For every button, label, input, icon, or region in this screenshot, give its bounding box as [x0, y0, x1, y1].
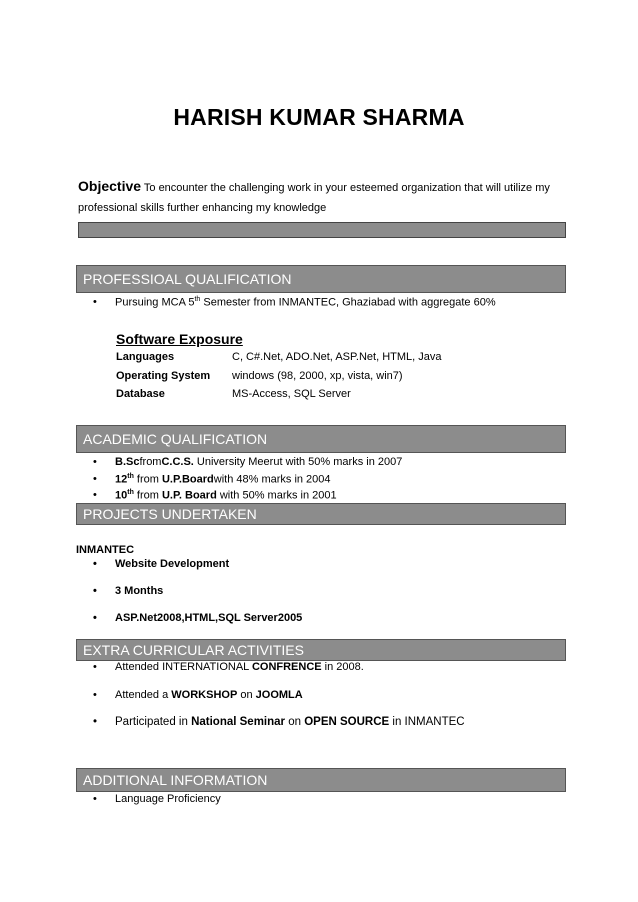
superscript: th	[194, 296, 201, 303]
superscript: th	[127, 489, 134, 496]
section-projects-undertaken: PROJECTS UNDERTAKEN	[76, 503, 566, 525]
item-text: Semester from INMANTEC, Ghaziabad with aggregate 60%	[200, 296, 496, 309]
software-value: windows (98, 2000, xp, vista, win7)	[232, 370, 403, 382]
item-emphasis: WORKSHOP	[171, 689, 238, 701]
degree: B.Sc	[115, 456, 140, 468]
item-text: from	[133, 489, 162, 502]
section-professional-qualification: PROFESSIOAL QUALIFICATION	[76, 265, 566, 293]
objective-block	[78, 176, 558, 218]
software-key: Database	[116, 388, 165, 400]
item-emphasis: National Seminar	[191, 716, 286, 728]
section-extra-curricular: EXTRA CURRICULAR ACTIVITIES	[76, 639, 566, 661]
item-text: from	[133, 473, 162, 486]
project-company: INMANTEC	[76, 544, 135, 556]
section-academic-qualification: ACADEMIC QUALIFICATION	[76, 425, 566, 453]
software-key: Operating System	[116, 370, 211, 382]
software-value: C, C#.Net, ADO.Net, ASP.Net, HTML, Java	[232, 351, 442, 363]
section-additional-information: ADDITIONAL INFORMATION	[76, 768, 566, 792]
item-emphasis: OPEN SOURCE	[304, 716, 390, 728]
item-text: Language Proficiency	[115, 793, 221, 805]
board: U.P.Board	[161, 473, 214, 486]
board: C.C.S.	[161, 456, 194, 468]
superscript: th	[127, 473, 134, 480]
item-text: in INMANTEC	[389, 716, 465, 728]
software-value: MS-Access, SQL Server	[232, 388, 351, 400]
item-text: on	[285, 716, 305, 728]
item-text: Website Development	[115, 558, 230, 570]
item-text: 3 Months	[115, 585, 164, 597]
item-text: from	[139, 456, 162, 468]
item-text: Attended INTERNATIONAL	[115, 661, 252, 673]
degree: 10	[115, 489, 128, 502]
item-emphasis: CONFRENCE	[251, 661, 322, 673]
objective-text: To encounter the challenging work in your esteemed organization that will utilize my professional skills further enhancing my knowledge	[78, 182, 550, 214]
item-text: on	[237, 689, 256, 701]
item-text: Pursuing MCA 5	[115, 296, 195, 309]
objective-label: Objective	[78, 178, 142, 194]
degree: 12	[115, 473, 128, 486]
item-text: ASP.Net2008,HTML,SQL Server2005	[115, 612, 303, 624]
software-key: Languages	[116, 351, 175, 363]
item-text: in 2008.	[321, 661, 364, 673]
item-text: Attended a	[115, 689, 172, 701]
divider-bar	[78, 222, 566, 238]
candidate-name: HARISH KUMAR SHARMA	[173, 104, 465, 130]
item-text: with 48% marks in 2004	[213, 473, 331, 486]
item-text: University Meerut with 50% marks in 2007	[193, 456, 403, 468]
item-emphasis: JOOMLA	[255, 689, 303, 701]
item-text: with 50% marks in 2001	[216, 489, 337, 502]
item-text: Participated in	[115, 716, 192, 728]
board: U.P. Board	[161, 489, 217, 502]
software-exposure-title: Software Exposure	[116, 331, 243, 347]
